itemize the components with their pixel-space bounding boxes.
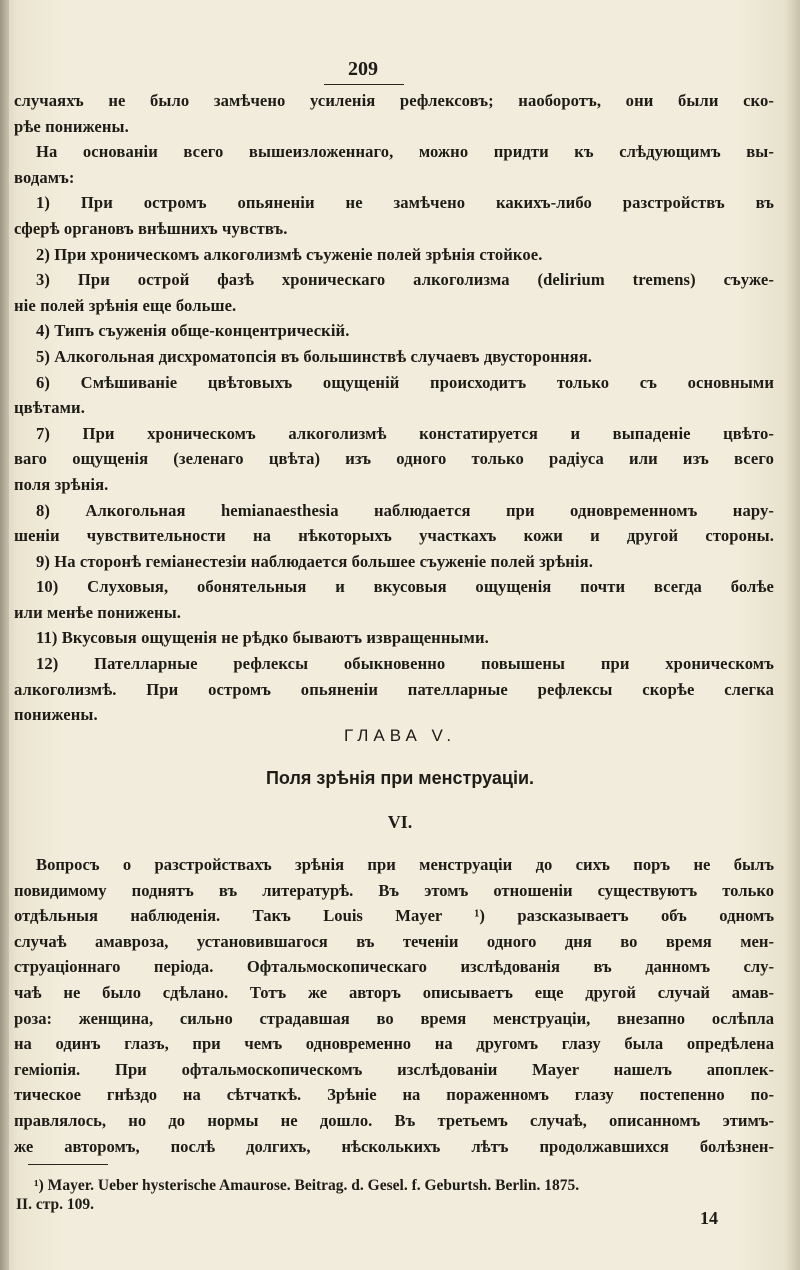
- text-line: рѣе понижены.: [14, 116, 129, 136]
- text-line: правлялось, но до нормы не дошло. Въ третьемъ случаѣ, описанномъ этимъ-: [14, 1110, 774, 1130]
- text-line: алкоголизмѣ. При остромъ опьяненіи пателларные рефлексы скорѣе слегка: [14, 679, 774, 699]
- text-line: 2) При хроническомъ алкоголизмѣ съуженіе полей зрѣнія стойкое.: [36, 244, 543, 264]
- footnote-line: ¹) Mayer. Ueber hysterische Amaurose. Beitrag. d. Gesel. f. Geburtsh. Berlin. 1875.: [34, 1177, 580, 1194]
- page-edge-shadow: [786, 0, 800, 1270]
- text-line: геміопія. При офтальмоскопическомъ изслѣдованіи Mayer нашелъ апоплек-: [14, 1059, 774, 1079]
- section-heading: VI.: [387, 812, 413, 832]
- footnotes: [16, 1176, 776, 1214]
- text-line: 6) Смѣшиваніе цвѣтовыхъ ощущеній происходитъ только съ основными: [36, 372, 774, 392]
- text-line: 12) Пателларные рефлексы обыкновенно повышены при хроническомъ: [36, 654, 774, 674]
- text-line: 10) Слуховыя, обонятельныя и вкусовыя ощущенія почти всегда болѣе: [36, 577, 774, 597]
- text-line: шеніи чувствительности на нѣкоторыхъ участкахъ кожи и другой стороны.: [14, 526, 774, 546]
- page-number: 209: [348, 58, 378, 80]
- text-line: Вопросъ о разстройствахъ зрѣнія при менструаціи до сихъ поръ не былъ: [36, 855, 774, 874]
- text-line: 7) При хроническомъ алкоголизмѣ констатируется и выпаденіе цвѣто-: [36, 423, 774, 443]
- text-line: 4) Типъ съуженія обще-концентрическій.: [36, 321, 350, 341]
- text-line: струаціоннаго періода. Офтальмоскопическаго изслѣдованія въ данномъ слу-: [14, 957, 774, 977]
- text-line: же авторомъ, послѣ долгихъ, нѣсколькихъ лѣтъ продолжавшихся болѣзнен-: [14, 1136, 774, 1156]
- text-line: 3) При острой фазѣ хроническаго алкоголизма (delirium tremens) съуже-: [36, 270, 774, 290]
- text-line: случаѣ амавроза, установившагося въ теченіи одного дня во время мен-: [14, 931, 774, 951]
- chapter-title: Поля зрѣнія при менструаціи.: [265, 768, 535, 788]
- footnote-line: II. стр. 109.: [16, 1196, 94, 1213]
- text-line: отдѣльныя наблюденія. Такъ Louis Mayer ¹) разсказываетъ объ одномъ: [14, 906, 774, 926]
- body-text-section: [14, 852, 774, 1159]
- text-line: тическое гнѣздо на сѣтчаткѣ. Зрѣніе на пораженномъ глазу постепенно по-: [14, 1085, 774, 1105]
- body-text-conclusions: [14, 88, 774, 728]
- text-line: понижены.: [14, 705, 98, 725]
- text-line: поля зрѣнія.: [14, 474, 109, 494]
- text-line: 9) На сторонѣ геміанестезіи наблюдается большее съуженіе полей зрѣнія.: [36, 551, 593, 571]
- text-line: случаяхъ не было замѣчено усиленія рефлексовъ; наоборотъ, они были ско-: [14, 91, 774, 110]
- text-line: ваго ощущенія (зеленаго цвѣта) изъ одного только радіуса или изъ всего: [14, 449, 774, 469]
- text-line: На основаніи всего вышеизложеннаго, можно придти къ слѣдующимъ вы-: [36, 142, 774, 162]
- signature-mark: 14: [700, 1208, 718, 1228]
- text-line: цвѣтами.: [14, 398, 85, 418]
- text-line: сферѣ органовъ внѣшнихъ чувствъ.: [14, 218, 288, 238]
- text-line: чаѣ не было сдѣлано. Тотъ же авторъ описываетъ еще другой случай амав-: [14, 982, 774, 1002]
- text-line: водамъ:: [14, 167, 75, 187]
- text-line: 1) При остромъ опьяненіи не замѣчено какихъ-либо разстройствъ въ: [36, 193, 774, 213]
- book-spine-shadow: [0, 0, 9, 1270]
- text-line: на одинъ глазъ, при чемъ одновременно на другомъ глазу была опредѣлена: [14, 1034, 774, 1054]
- text-line: ніе полей зрѣнія еще больше.: [14, 295, 237, 315]
- page-number-rule: [324, 84, 404, 85]
- footnote-rule: [28, 1164, 108, 1165]
- text-line: 5) Алкогольная дисхроматопсія въ большинствѣ случаевъ двусторонняя.: [36, 346, 593, 366]
- chapter-heading: ГЛАВА V.: [343, 726, 457, 745]
- text-line: роза: женщина, сильно страдавшая во время менструаціи, внезапно ослѣпла: [14, 1008, 774, 1028]
- text-line: 11) Вкусовыя ощущенія не рѣдко бываютъ извращенными.: [36, 628, 489, 648]
- text-line: 8) Алкогольная hemianaesthesia наблюдается при одновременномъ нару-: [36, 500, 774, 520]
- text-line: или менѣе понижены.: [14, 602, 182, 622]
- text-line: повидимому поднятъ въ литературѣ. Въ этомъ отношеніи существуютъ только: [14, 880, 774, 900]
